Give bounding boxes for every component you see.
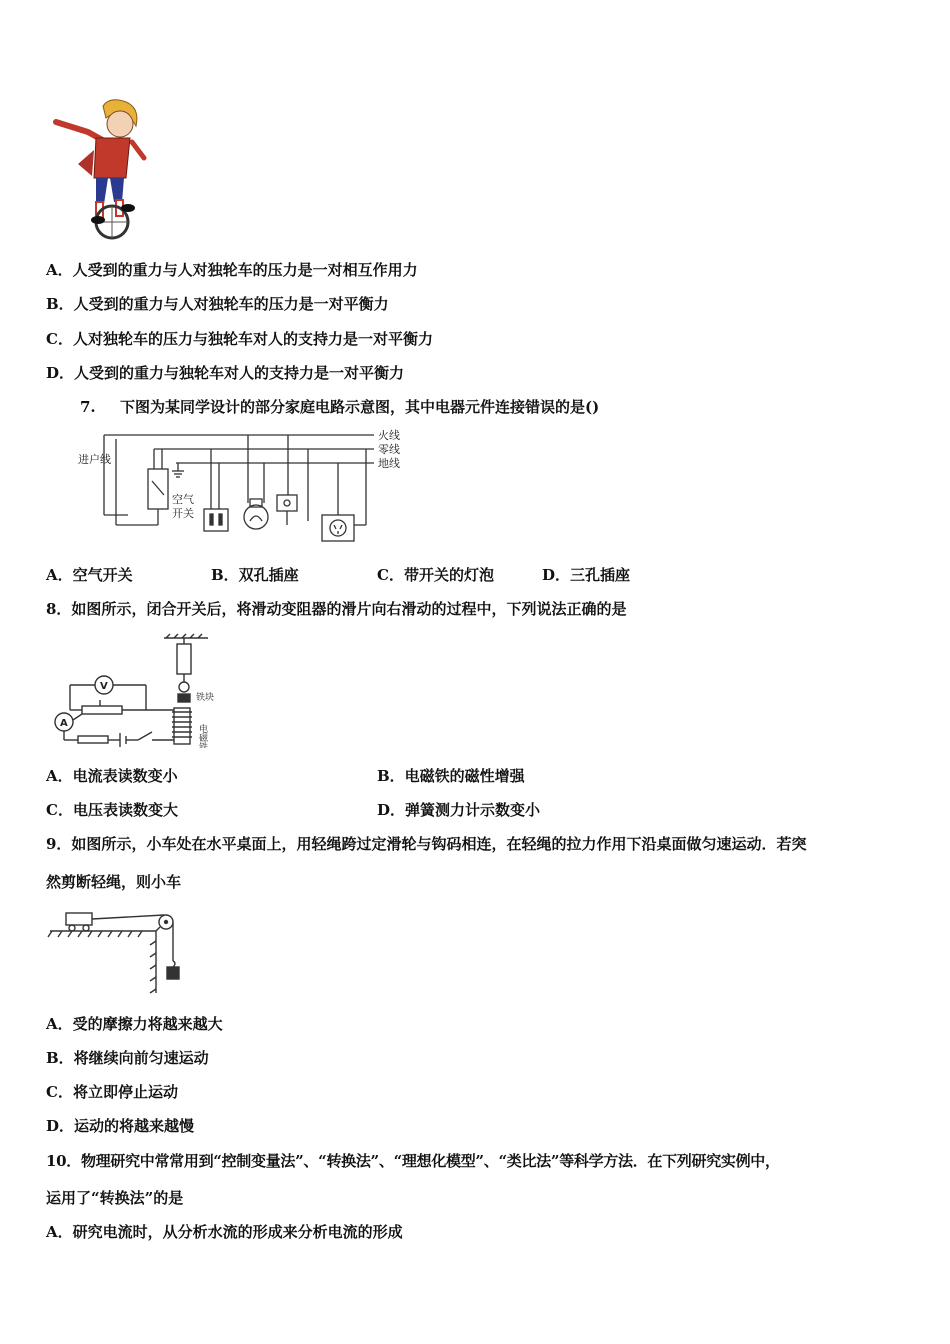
q8-option-b: B．电磁铁的磁性增强 xyxy=(377,767,525,785)
q10-stem-line-2: 运用了“转换法”的是 xyxy=(46,1189,184,1207)
q9-option-d: D．运动的将越来越慢 xyxy=(46,1117,195,1135)
fire-line-label: 火线 xyxy=(378,429,400,442)
q8-option-a: A．电流表读数变小 xyxy=(46,767,178,785)
ammeter-label: A xyxy=(60,718,68,729)
q7-option-b: B．双孔插座 xyxy=(211,566,299,584)
q6-option-a: A．人受到的重力与人对独轮车的压力是一对相互作用力 xyxy=(46,261,418,279)
q6-option-b: B．人受到的重力与人对独轮车的压力是一对平衡力 xyxy=(46,295,389,313)
unicycle-figure xyxy=(48,98,158,240)
q7-option-c: C．带开关的灯泡 xyxy=(377,566,494,584)
air-switch-label-1: 空气 xyxy=(172,493,194,506)
neutral-line-label: 零线 xyxy=(378,443,400,456)
q9-stem-line-1: 9．如图所示，小车处在水平桌面上，用轻绳跨过定滑轮与钩码相连，在轻绳的拉力作用下沿桌面做匀速运动．若突 xyxy=(46,835,807,853)
iron-block-label: 铁块 xyxy=(196,693,215,703)
cart-pulley-figure xyxy=(46,905,196,997)
q10-stem-line-1: 10．物理研究中常常用到“控制变量法”、“转换法”、“理想化模型”、“类比法”等科学方法．在下列研究实例中， xyxy=(46,1152,780,1170)
q8-option-d: D．弹簧测力计示数变小 xyxy=(377,801,541,819)
ground-line-label: 地线 xyxy=(378,457,400,470)
q6-option-d: D．人受到的重力与独轮车对人的支持力是一对平衡力 xyxy=(46,364,405,382)
q9-option-c: C．将立即停止运动 xyxy=(46,1083,178,1101)
q6-option-c: C．人对独轮车的压力与独轮车对人的支持力是一对平衡力 xyxy=(46,330,433,348)
q9-option-a: A．受的摩擦力将越来越大 xyxy=(46,1015,223,1033)
electromagnet-label: 电磁铁 xyxy=(197,724,207,748)
air-switch-label-2: 开关 xyxy=(172,507,194,520)
q9-stem-line-2: 然剪断轻绳，则小车 xyxy=(46,873,182,891)
household-circuit-figure xyxy=(74,425,414,545)
voltmeter-label: V xyxy=(100,681,108,692)
q7-option-d: D．三孔插座 xyxy=(542,566,631,584)
q7-stem: 下图为某同学设计的部分家庭电路示意图，其中电器元件连接错误的是() xyxy=(120,398,600,416)
q10-option-a: A．研究电流时，从分析水流的形成来分析电流的形成 xyxy=(46,1223,403,1241)
q7-option-a: A．空气开关 xyxy=(46,566,133,584)
electromagnet-circuit-figure xyxy=(46,632,246,748)
entry-line-label: 进户线 xyxy=(78,453,111,466)
q8-stem: 8．如图所示，闭合开关后，将滑动变阻器的滑片向右滑动的过程中，下列说法正确的是 xyxy=(46,600,627,618)
q7-number: 7. xyxy=(80,398,96,416)
q8-option-c: C．电压表读数变大 xyxy=(46,801,178,819)
q9-option-b: B．将继续向前匀速运动 xyxy=(46,1049,209,1067)
